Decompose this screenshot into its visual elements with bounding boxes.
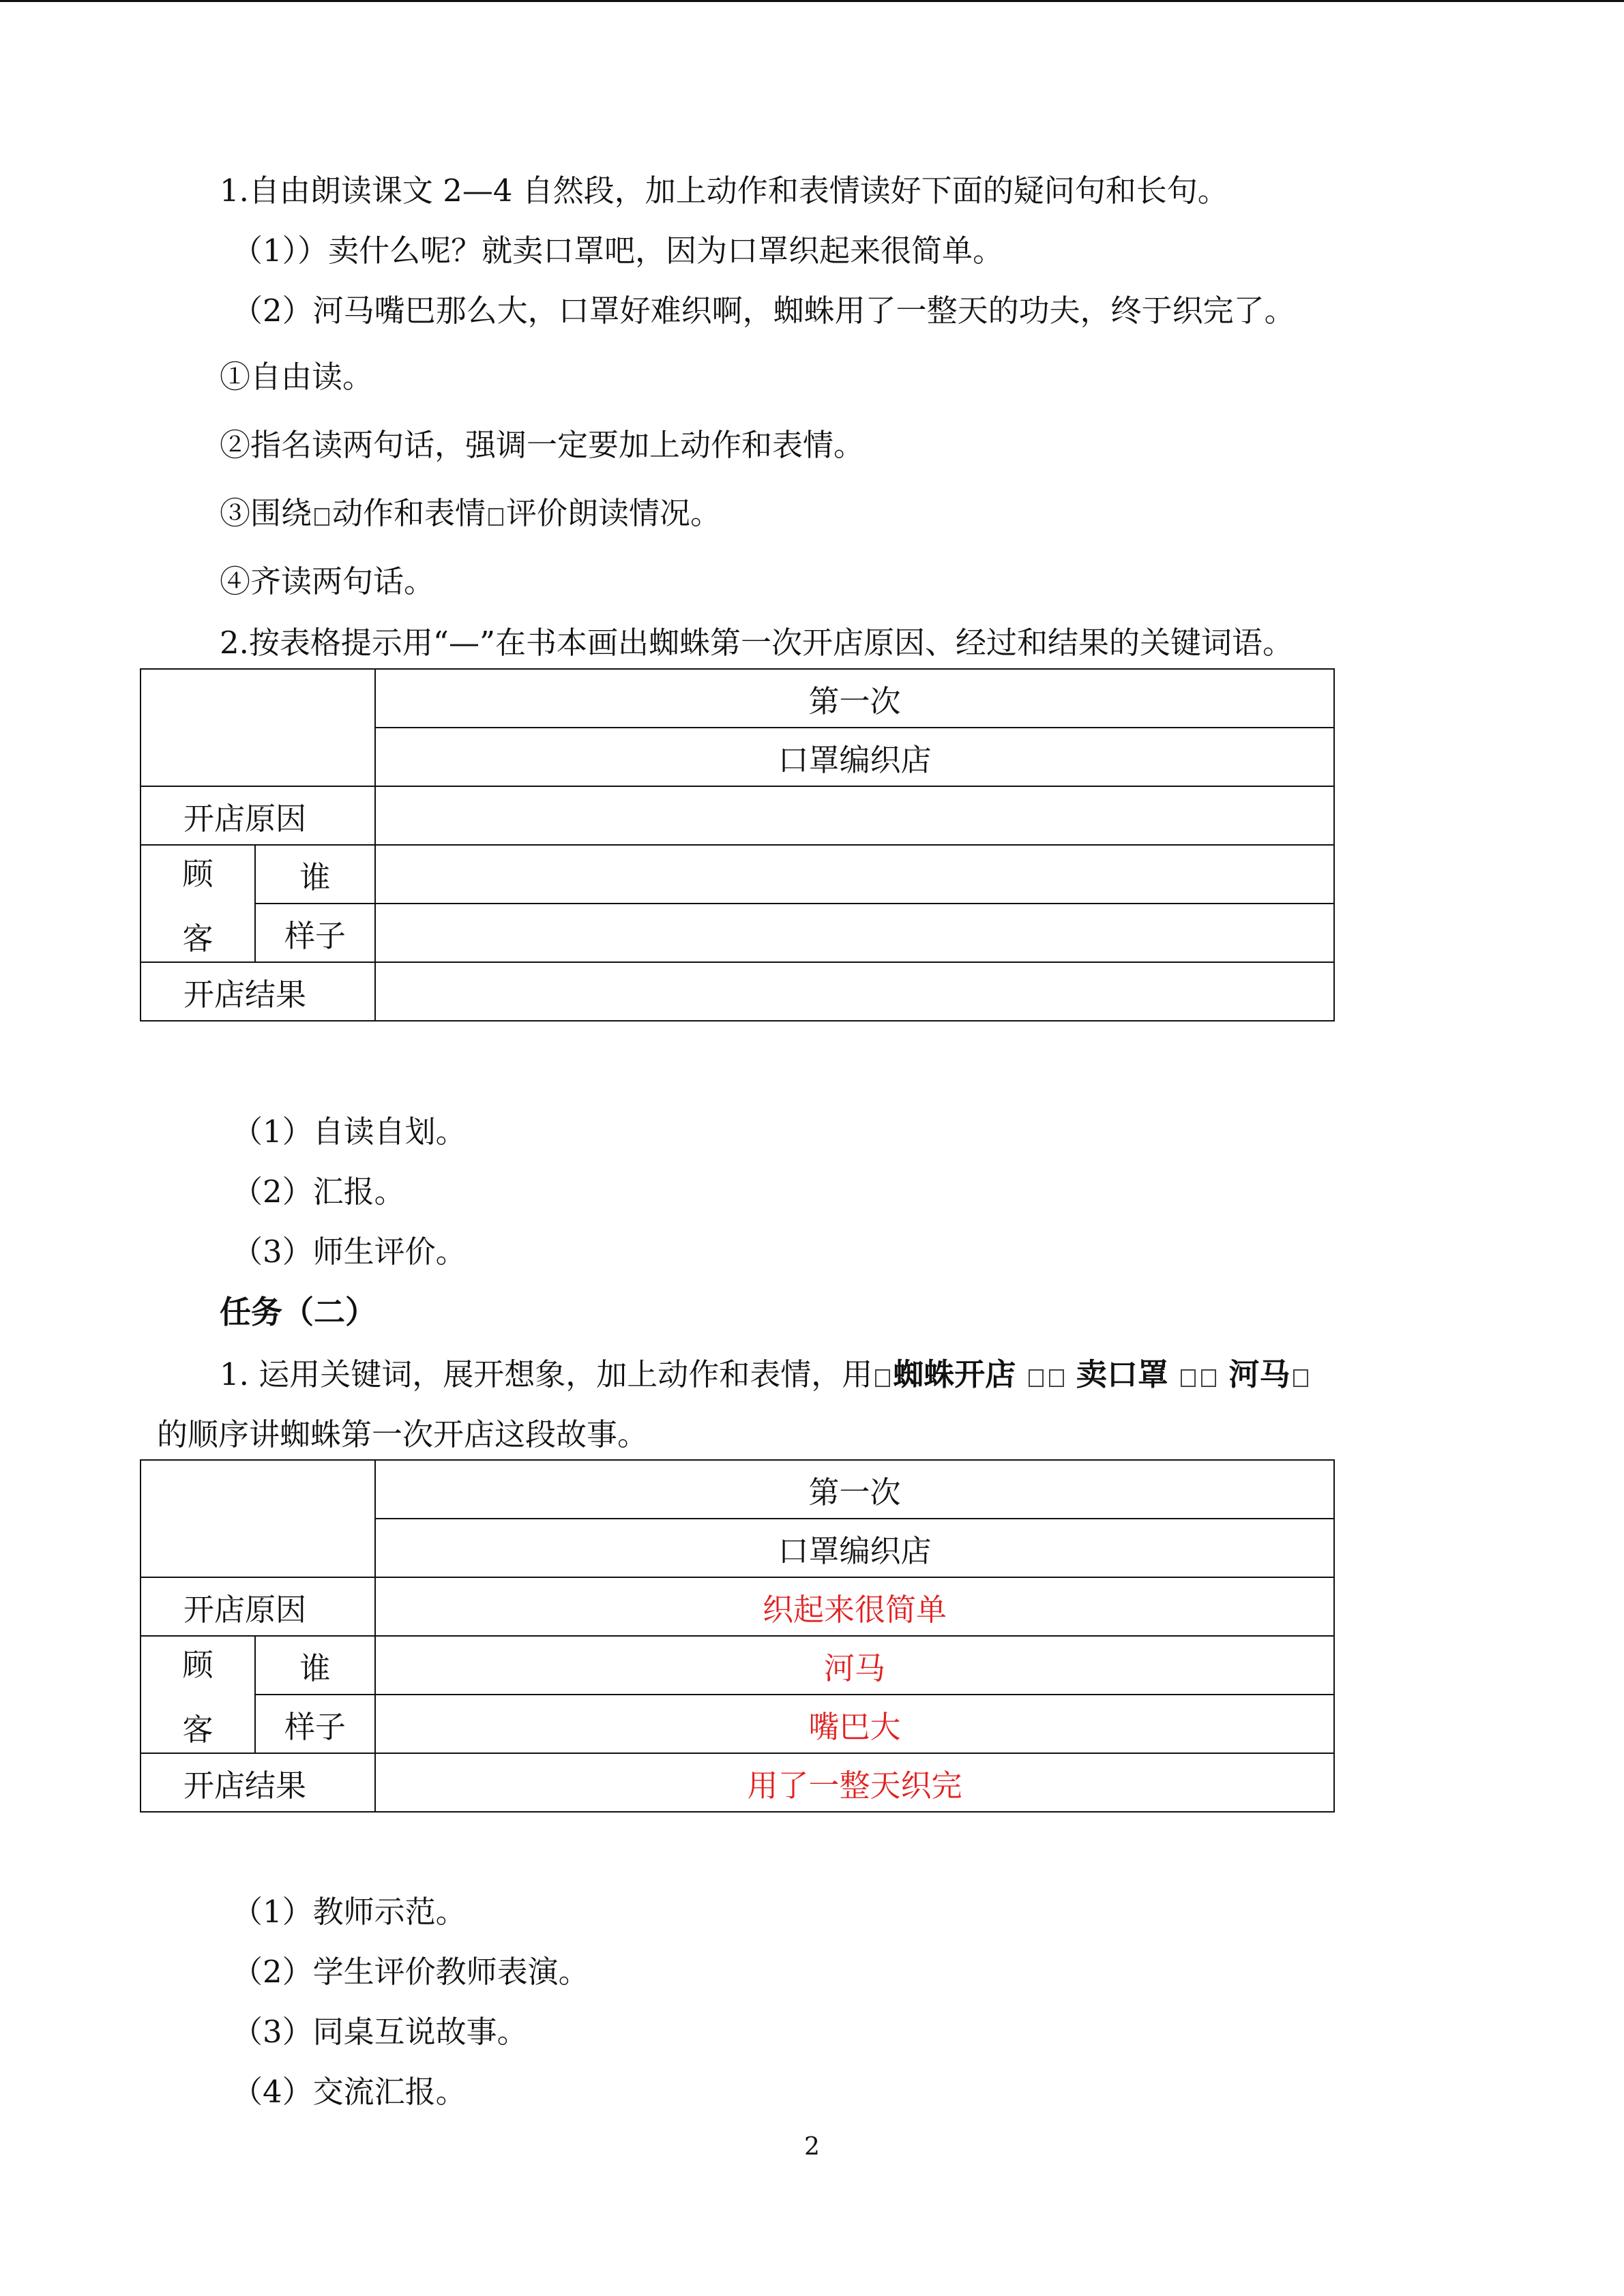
row-label-who: 谁	[255, 1636, 375, 1695]
instruction-2: 2.按表格提示用“—”在书本画出蜘蛛第一次开店原因、经过和结果的关键词语。	[220, 625, 1293, 661]
step-evaluate: ③围绕 动作和表情 评价朗读情况。	[220, 495, 722, 531]
step2-pair-tell: （3）同桌互说故事。	[232, 2014, 528, 2050]
top-border-line	[0, 0, 1624, 2]
cell-reason-blank	[375, 786, 1334, 845]
task-two-instruction: 1. 运用关键词，展开想象，加上动作和表情，用 蜘蛛开店 卖口罩 河马	[220, 1356, 1311, 1394]
row-label-guest: 顾 客	[141, 1636, 255, 1753]
task-two-instruction-cont: 的顺序讲蜘蛛第一次开店这段故事。	[157, 1416, 649, 1452]
step2-share: （4）交流汇报。	[232, 2074, 467, 2110]
row-label-result: 开店结果	[141, 1753, 375, 1812]
step1-evaluate: （3）师生评价。	[232, 1234, 467, 1270]
table-first-shop-filled	[140, 1459, 1335, 1813]
missing-glyph-box	[1181, 1369, 1196, 1387]
table-header-shop: 口罩编织店	[375, 1519, 1334, 1577]
task-two-heading: 任务（二）	[220, 1294, 377, 1330]
missing-glyph-box	[314, 508, 329, 526]
step2-teacher-demo: （1）教师示范。	[232, 1894, 467, 1930]
cell-look-blank	[375, 904, 1334, 962]
step-free-read: ①自由读。	[220, 359, 374, 395]
cell-result-blank	[375, 962, 1334, 1021]
cell-who-blank	[375, 845, 1334, 904]
row-label-reason: 开店原因	[141, 1577, 375, 1636]
page-number: 2	[804, 2133, 820, 2161]
cell-who-answer: 河马	[375, 1636, 1334, 1695]
step1-report: （2）汇报。	[232, 1174, 405, 1210]
step2-student-evaluate: （2）学生评价教师表演。	[232, 1954, 589, 1990]
missing-glyph-box	[1201, 1369, 1216, 1387]
row-label-who: 谁	[255, 845, 375, 904]
missing-glyph-box	[1049, 1369, 1064, 1387]
step-named-read: ②指名读两句话，强调一定要加上动作和表情。	[220, 427, 865, 463]
missing-glyph-box	[1029, 1369, 1044, 1387]
table-header-shop: 口罩编织店	[375, 728, 1334, 786]
table-corner-cell	[141, 669, 375, 786]
instruction-1: 1.自由朗读课文 2—4 自然段，加上动作和表情读好下面的疑问句和长句。	[220, 173, 1228, 209]
cell-result-answer: 用了一整天织完	[375, 1753, 1334, 1812]
missing-glyph-box	[488, 508, 503, 526]
cell-reason-answer: 织起来很简单	[375, 1577, 1334, 1636]
row-label-reason: 开店原因	[141, 786, 375, 845]
step1-self-read: （1）自读自划。	[232, 1114, 467, 1150]
table-header-first: 第一次	[375, 1460, 1334, 1519]
table-first-shop-blank	[140, 668, 1335, 1022]
row-label-result: 开店结果	[141, 962, 375, 1021]
missing-glyph-box	[1293, 1369, 1308, 1387]
missing-glyph-box	[875, 1369, 890, 1387]
row-label-look: 样子	[255, 904, 375, 962]
step-read-together: ④齐读两句话。	[220, 563, 435, 599]
table-header-first: 第一次	[375, 669, 1334, 728]
row-label-guest: 顾 客	[141, 845, 255, 962]
row-label-look: 样子	[255, 1695, 375, 1753]
sentence-1: （1））卖什么呢？就卖口罩吧，因为口罩织起来很简单。	[232, 233, 1004, 269]
sentence-2: （2）河马嘴巴那么大，口罩好难织啊，蜘蛛用了一整天的功夫，终于织完了。	[232, 293, 1295, 329]
table-corner-cell	[141, 1460, 375, 1577]
cell-look-answer: 嘴巴大	[375, 1695, 1334, 1753]
